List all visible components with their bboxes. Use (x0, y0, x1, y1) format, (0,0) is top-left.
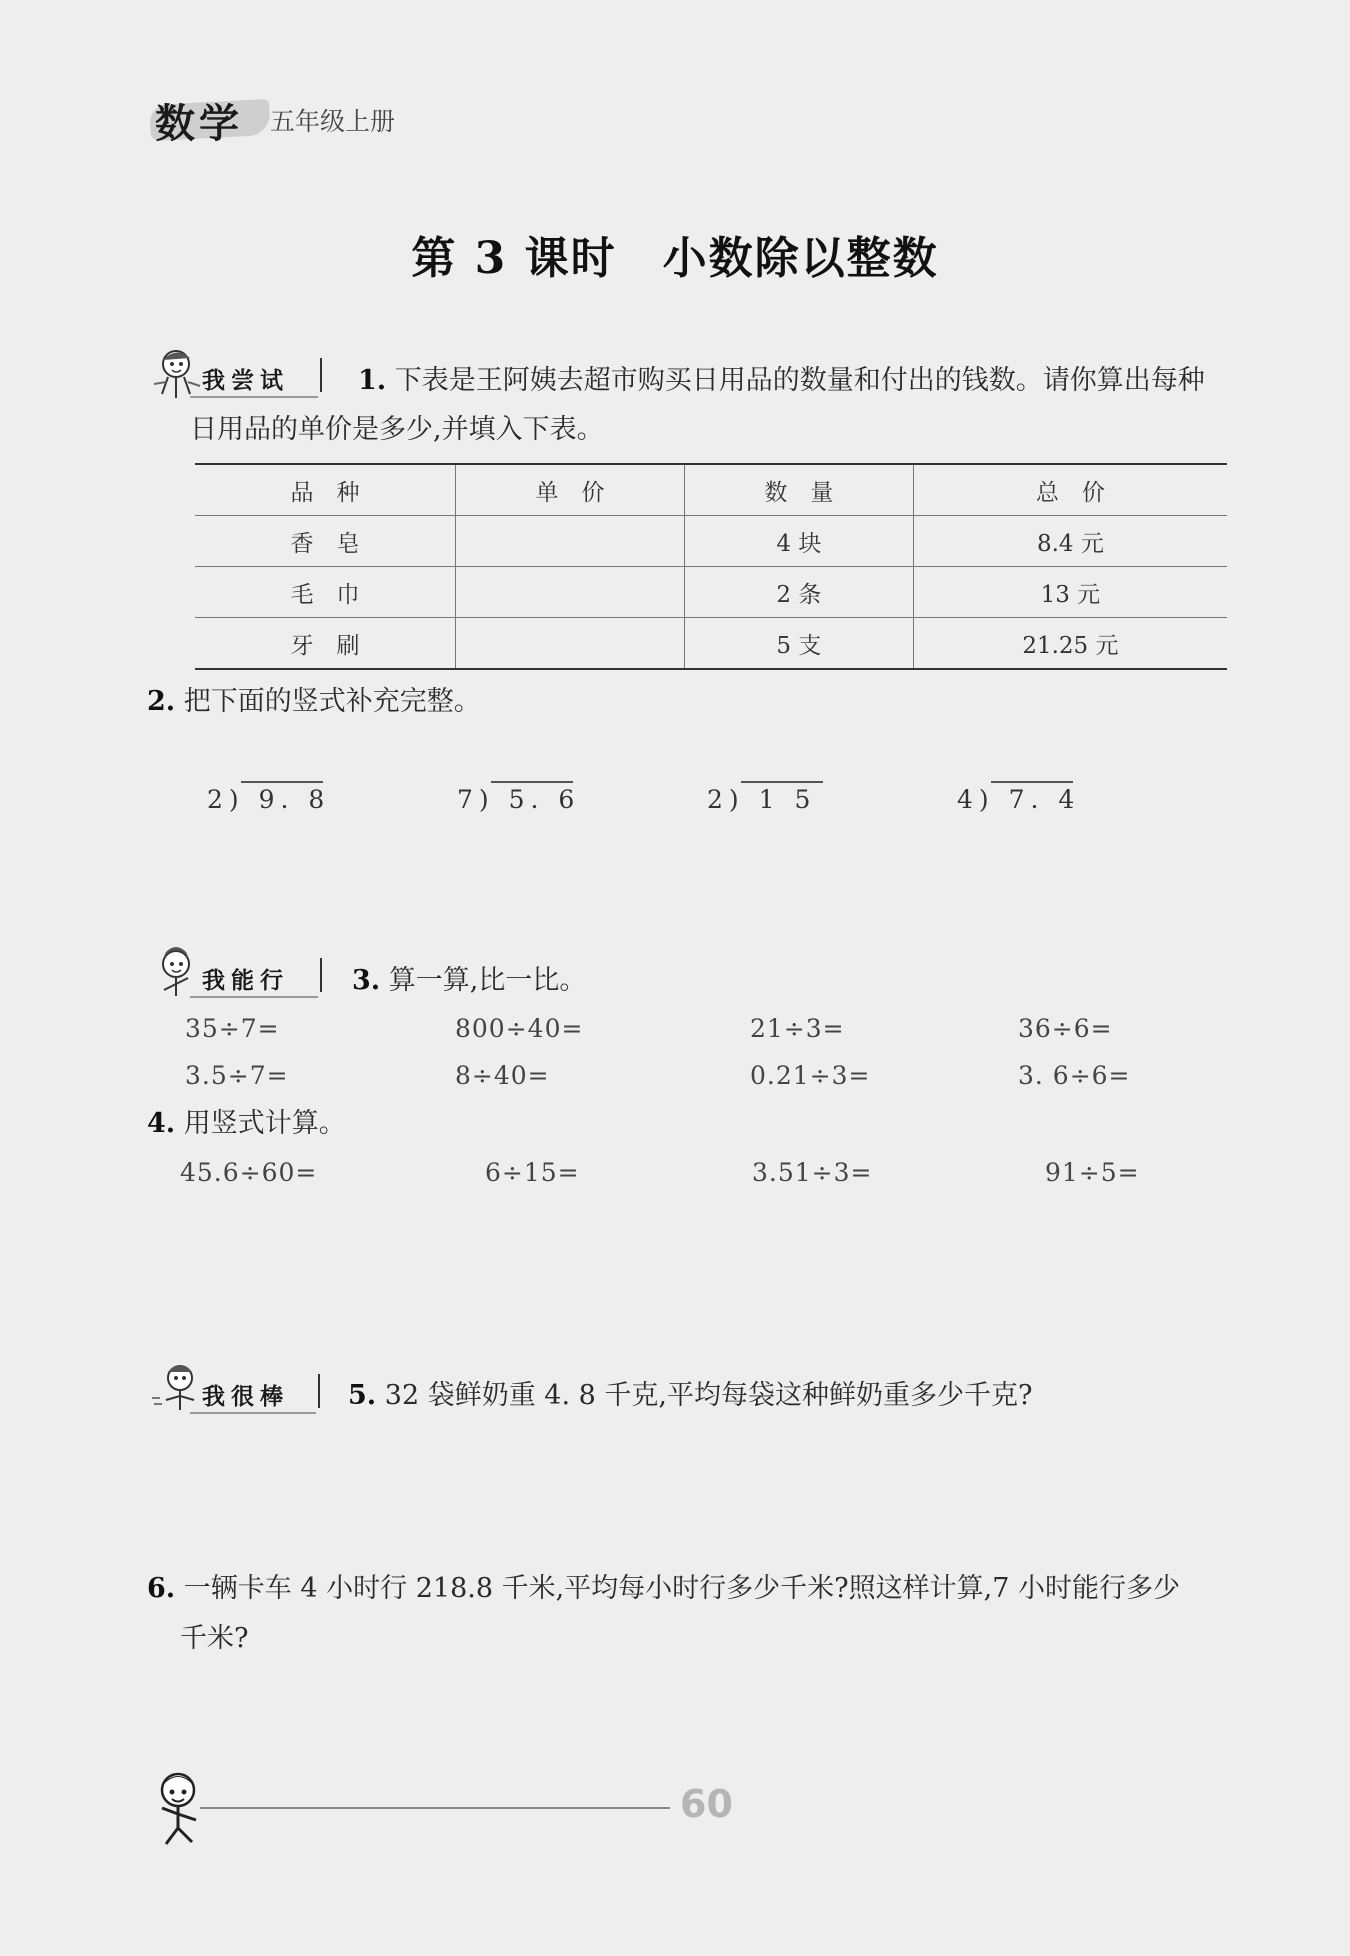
expression: 91÷5= (1045, 1158, 1140, 1187)
unit-price-blank[interactable] (456, 516, 685, 567)
q2-text: 把下面的竖式补充完整。 (183, 686, 481, 717)
badge-underline (190, 996, 318, 998)
q6-number: 6. (147, 1573, 176, 1604)
q4-number: 4. (147, 1108, 176, 1139)
divisor: 2 (707, 785, 729, 814)
footer-mascot-icon (148, 1768, 210, 1850)
q4-prompt (147, 1100, 346, 1148)
long-division (957, 785, 1080, 814)
q5-prompt (348, 1372, 1032, 1420)
q3-prompt (352, 957, 586, 1005)
section-badge-label: 我尝试 (202, 368, 289, 394)
item-name: 香 皂 (195, 516, 456, 567)
badge-divider (320, 958, 322, 992)
item-total: 13 元 (913, 567, 1227, 618)
expression: 36÷6= (1018, 1014, 1113, 1043)
section-badge-try (150, 356, 330, 400)
q2-prompt (147, 678, 481, 726)
long-division (207, 785, 330, 814)
division-bar (241, 781, 323, 783)
item-name: 毛 巾 (195, 567, 456, 618)
badge-divider (320, 358, 322, 392)
q3-text: 算一算,比一比。 (388, 965, 587, 996)
expression: 3.51÷3= (752, 1158, 873, 1187)
section-badge-label: 我很棒 (202, 1384, 289, 1410)
book-subject: 数学 (155, 101, 243, 147)
expression: 0.21÷3= (750, 1061, 871, 1090)
footer-line (200, 1807, 670, 1809)
q5-text: 32 袋鲜奶重 4. 8 千克,平均每袋这种鲜奶重多少千克? (384, 1380, 1033, 1411)
lesson-title: 第 3 课时 小数除以整数 (411, 233, 939, 284)
expression: 800÷40= (455, 1014, 584, 1043)
q1-text-line2: 日用品的单价是多少,并填入下表。 (190, 414, 604, 445)
book-grade: 五年级上册 (270, 107, 396, 136)
item-name: 牙 刷 (195, 618, 456, 670)
item-total: 8.4 元 (913, 516, 1227, 567)
section-badge-can (150, 956, 330, 1000)
unit-price-blank[interactable] (456, 618, 685, 670)
section-badge-label: 我能行 (202, 968, 289, 994)
q1-line1 (358, 357, 1205, 405)
item-quantity: 2 条 (684, 567, 913, 618)
division-bar (741, 781, 823, 783)
page-number: 60 (680, 1782, 733, 1826)
table-header-row (195, 464, 1227, 516)
q6-line1 (147, 1565, 1180, 1613)
long-division (707, 785, 816, 814)
mascot-icon (150, 1360, 206, 1424)
long-division (457, 785, 580, 814)
division-bracket: ) (478, 785, 495, 814)
division-bar (991, 781, 1073, 783)
q2-number: 2. (147, 686, 176, 717)
table-row (195, 618, 1227, 670)
division-bracket: ) (978, 785, 995, 814)
mascot-icon (150, 944, 206, 1008)
expression: 45.6÷60= (180, 1158, 318, 1187)
division-bracket: ) (228, 785, 245, 814)
expression: 35÷7= (185, 1014, 280, 1043)
divisor: 7 (457, 785, 479, 814)
dividend: 9. 8 (258, 785, 331, 814)
badge-underline (190, 396, 318, 398)
table-header-cell: 数 量 (684, 464, 913, 516)
table-row (195, 567, 1227, 618)
badge-divider (318, 1374, 320, 1408)
table-header-cell: 总 价 (913, 464, 1227, 516)
dividend: 7. 4 (1008, 785, 1081, 814)
section-badge-great (150, 1372, 330, 1416)
expression: 3.5÷7= (185, 1061, 289, 1090)
mascot-icon (150, 344, 206, 408)
q6-text-line2: 千米? (180, 1623, 249, 1654)
expression: 3. 6÷6= (1018, 1061, 1131, 1090)
q1-text-line1: 下表是王阿姨去超市购买日用品的数量和付出的钱数。请你算出每种 (394, 365, 1205, 396)
q5-number: 5. (348, 1380, 377, 1411)
expression: 8÷40= (455, 1061, 550, 1090)
q3-number: 3. (352, 965, 381, 996)
divisor: 2 (207, 785, 229, 814)
q6-text-line1: 一辆卡车 4 小时行 218.8 千米,平均每小时行多少千米?照这样计算,7 小时能行多少 (183, 1573, 1180, 1604)
item-quantity: 5 支 (684, 618, 913, 670)
expression: 6÷15= (485, 1158, 580, 1187)
division-bar (491, 781, 573, 783)
divisor: 4 (957, 785, 979, 814)
q4-text: 用竖式计算。 (183, 1108, 346, 1139)
unit-price-blank[interactable] (456, 567, 685, 618)
table-header-cell: 单 价 (456, 464, 685, 516)
dividend: 1 5 (758, 785, 817, 814)
q1-number: 1. (358, 365, 387, 396)
item-total: 21.25 元 (913, 618, 1227, 670)
price-table (195, 463, 1227, 670)
badge-underline (190, 1412, 316, 1414)
table-row (195, 516, 1227, 567)
item-quantity: 4 块 (684, 516, 913, 567)
expression: 21÷3= (750, 1014, 845, 1043)
division-bracket: ) (728, 785, 745, 814)
table-header-cell: 品 种 (195, 464, 456, 516)
dividend: 5. 6 (508, 785, 581, 814)
